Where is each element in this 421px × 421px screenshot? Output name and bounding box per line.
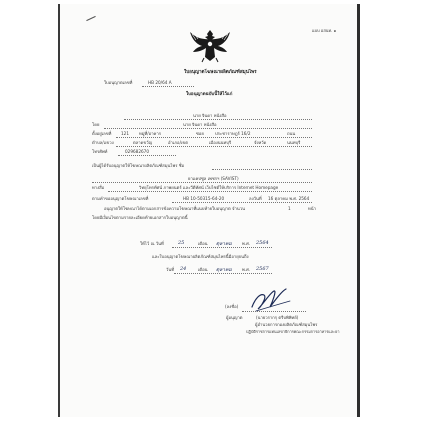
medium-value: วิทยุโทรทัศน์ ภาพยนตร์ และวีดีทัศน์ เว็บไซต์ให้บริการ Internet Homepage <box>139 185 279 190</box>
issued-label: ให้ไว้ ณ วันที่ <box>140 241 164 246</box>
request-number: HB 10-50315-64-20 <box>183 196 225 201</box>
document-subheading: ใบอนุญาตฉบับนี้ให้ไว้แก่ <box>186 92 233 97</box>
issued-month-label: เดือน <box>198 241 208 246</box>
license-number: HB 20/64 A <box>148 80 172 85</box>
permission-line: เป็นผู้ได้รับอนุญาตให้โฆษณาผลิตภัณฑ์สมุนไพร ชื่อ <box>92 163 185 168</box>
expiry-year-label: พ.ศ. <box>242 267 251 272</box>
expiry-year: 2567 <box>256 266 269 272</box>
request-date-label: ลงวันที่ <box>249 196 262 201</box>
moo-label: หมู่ที่/อาคาร <box>139 131 161 136</box>
signatory-name: (นายวรากรุ ตรีบพิพิทย์) <box>256 315 299 320</box>
district-label: อำเภอ/เขต <box>168 140 188 145</box>
subdistrict-label: ตำบล/แขวง <box>92 140 114 145</box>
condition-line-1: อนุญาตให้โฆษณาได้ตามเอกสารข้อความโฆษณาที่แนบท้ายใบอนุญาต จำนวน <box>104 206 245 211</box>
expiry-month: ตุลาคม <box>216 267 232 273</box>
signatory-role-2: ปฏิบัติราชการแทนเลขาธิการคณะกรรมการอาหารและยา <box>246 329 340 334</box>
address-no-label: ตั้งอยู่เลขที่ <box>92 131 112 136</box>
address-no: 121 <box>121 131 129 136</box>
form-code: แบบ อสนท. ๑ <box>312 28 337 33</box>
road-value: ประชาราษฎร์ 16/2 <box>215 131 251 136</box>
condition-line-2: โดยมีเงื่อนไขตามรายละเอียดท้ายเอกสารใบอนุญาตนี้ <box>92 215 188 220</box>
phone-label: โทรศัพท์ <box>92 149 108 154</box>
expiry-line: และใบอนุญาตโฆษณาผลิตภัณฑ์สมุนไพรนี้มีอายุจนถึง <box>152 254 249 259</box>
by-label: โดย <box>92 122 100 127</box>
page-left-edge <box>58 4 60 417</box>
expiry-label: วันที่ <box>166 267 174 272</box>
licensor-label: ผู้อนุญาต <box>226 315 243 320</box>
condition-count: 1 <box>288 206 291 211</box>
signatory-role-1: ผู้อำนวยการกองผลิตภัณฑ์สมุนไพร <box>255 322 318 327</box>
issued-month: ตุลาคม <box>216 241 232 247</box>
road-label: ถนน <box>287 131 296 136</box>
request-date: 16 ตุลาคม พ.ศ. 2564 <box>268 196 310 201</box>
medium-label: ทางสื่อ <box>92 185 105 190</box>
province-label: จังหวัด <box>254 140 267 145</box>
subdistrict-value: ตลาดขวัญ <box>133 140 153 145</box>
document-heading: ใบอนุญาตโฆษณาผลิตภัณฑ์สมุนไพร <box>184 70 257 75</box>
issued-year-label: พ.ศ. <box>242 241 251 246</box>
license-number-label: ใบอนุญาตเลขที่ <box>104 80 133 85</box>
issued-day: 25 <box>178 240 185 246</box>
product-line: ยาแคปซูล เพชรฯ (SAVIST) <box>188 176 239 181</box>
phone-value: 029682670 <box>125 149 149 154</box>
province-value: นนทบุรี <box>287 140 301 145</box>
garuda-emblem-icon <box>188 27 232 63</box>
by-value: นาย จินดา หนังสือ <box>183 122 217 127</box>
request-label: ตามคำขออนุญาตโฆษณาเลขที่ <box>92 196 149 201</box>
district-value: เมืองนนทบุรี <box>209 140 232 145</box>
signature-label: (ลงชื่อ) <box>225 304 239 309</box>
holder-name: นาย จินดา หนังสือ <box>193 113 227 118</box>
page-right-edge <box>357 4 360 417</box>
moo-value: ซอย <box>196 131 204 136</box>
issued-year: 2564 <box>256 240 269 246</box>
expiry-month-label: เดือน <box>198 267 208 272</box>
expiry-day: 24 <box>180 266 187 272</box>
condition-unit: หน้า <box>308 206 316 211</box>
